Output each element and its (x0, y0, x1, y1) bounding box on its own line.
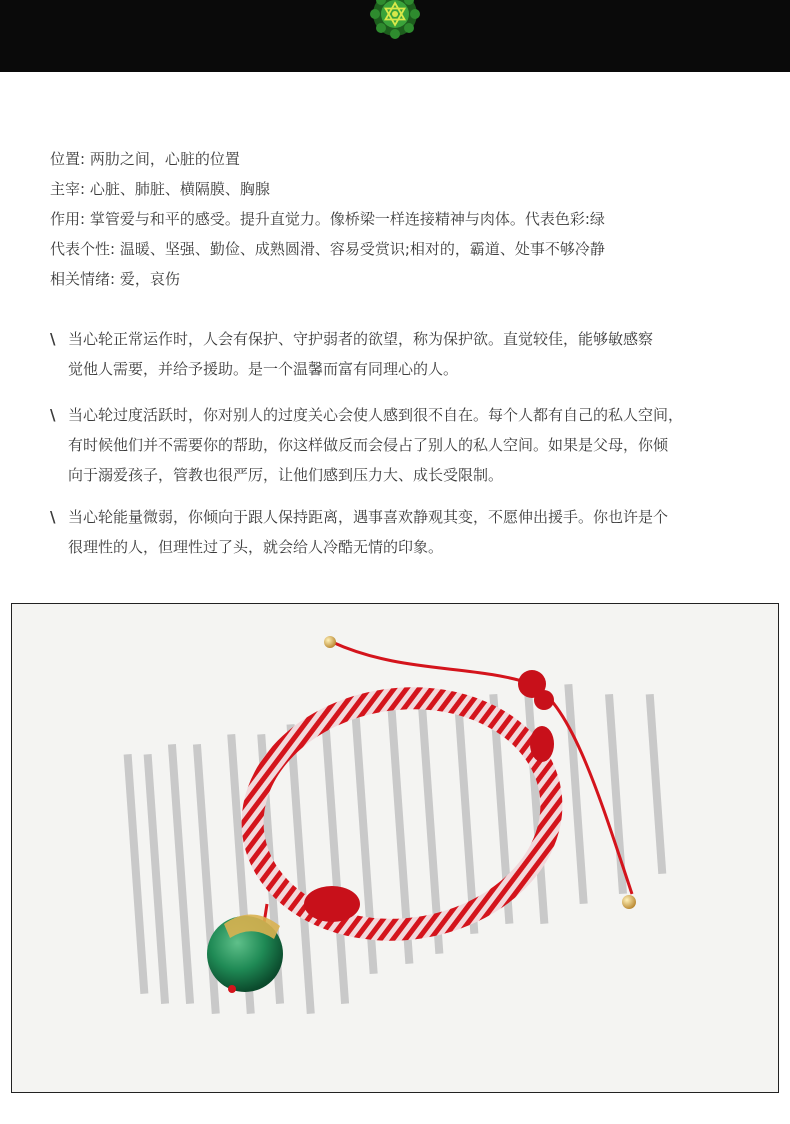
product-photo (11, 603, 779, 1093)
backslash-mark: \ (50, 330, 56, 348)
gold-end-bead (622, 895, 636, 909)
bracelet-photo-illustration (12, 604, 778, 1092)
green-heart-chakra-icon (368, 0, 422, 44)
paragraph-line: 觉他人需要，并给予援助。是一个温馨而富有同理心的人。 (68, 360, 459, 378)
gold-end-bead (324, 636, 336, 648)
backslash-mark: \ (50, 508, 56, 526)
paragraph-line: 很理性的人，但理性过了头，就会给人冷酷无情的印象。 (68, 538, 444, 556)
paragraph-normal (50, 324, 740, 384)
paragraph-line: 当心轮正常运作时，人会有保护、守护弱者的欲望，称为保护欲。直觉较佳，能够敏感察 (68, 330, 654, 348)
info-personality: 代表个性: 温暖、坚强、勤俭、成熟圆滑、容易受赏识;相对的，霸道、处事不够冷静 (50, 240, 605, 258)
info-emotions: 相关情绪: 爱，哀伤 (50, 270, 180, 288)
paragraph-weak (50, 502, 740, 562)
backslash-mark: \ (50, 406, 56, 424)
paragraph-line: 当心轮过度活跃时，你对别人的过度关心会使人感到很不自在。每个人都有自己的私人空间， (68, 406, 684, 424)
info-rulers: 主宰: 心脏、肺脏、横隔膜、胸腺 (50, 180, 270, 198)
chakra-info-list (50, 144, 750, 294)
header-band (0, 0, 790, 72)
info-position: 位置: 两肋之间，心脏的位置 (50, 150, 240, 168)
paragraph-line: 向于溺爱孩子，管教也很严厉，让他们感到压力大、成长受限制。 (68, 466, 504, 484)
paragraph-overactive (50, 400, 740, 490)
paragraph-line: 有时候他们并不需要你的帮助，你这样做反而会侵占了别人的私人空间。如果是父母，你倾 (68, 436, 669, 454)
red-knot-bottom (228, 985, 236, 993)
paragraph-line: 当心轮能量微弱，你倾向于跟人保持距离，遇事喜欢静观其变，不愿伸出援手。你也许是个 (68, 508, 669, 526)
info-function: 作用: 掌管爱与和平的感受。提升直觉力。像桥梁一样连接精神与肉体。代表色彩:绿 (50, 210, 605, 228)
